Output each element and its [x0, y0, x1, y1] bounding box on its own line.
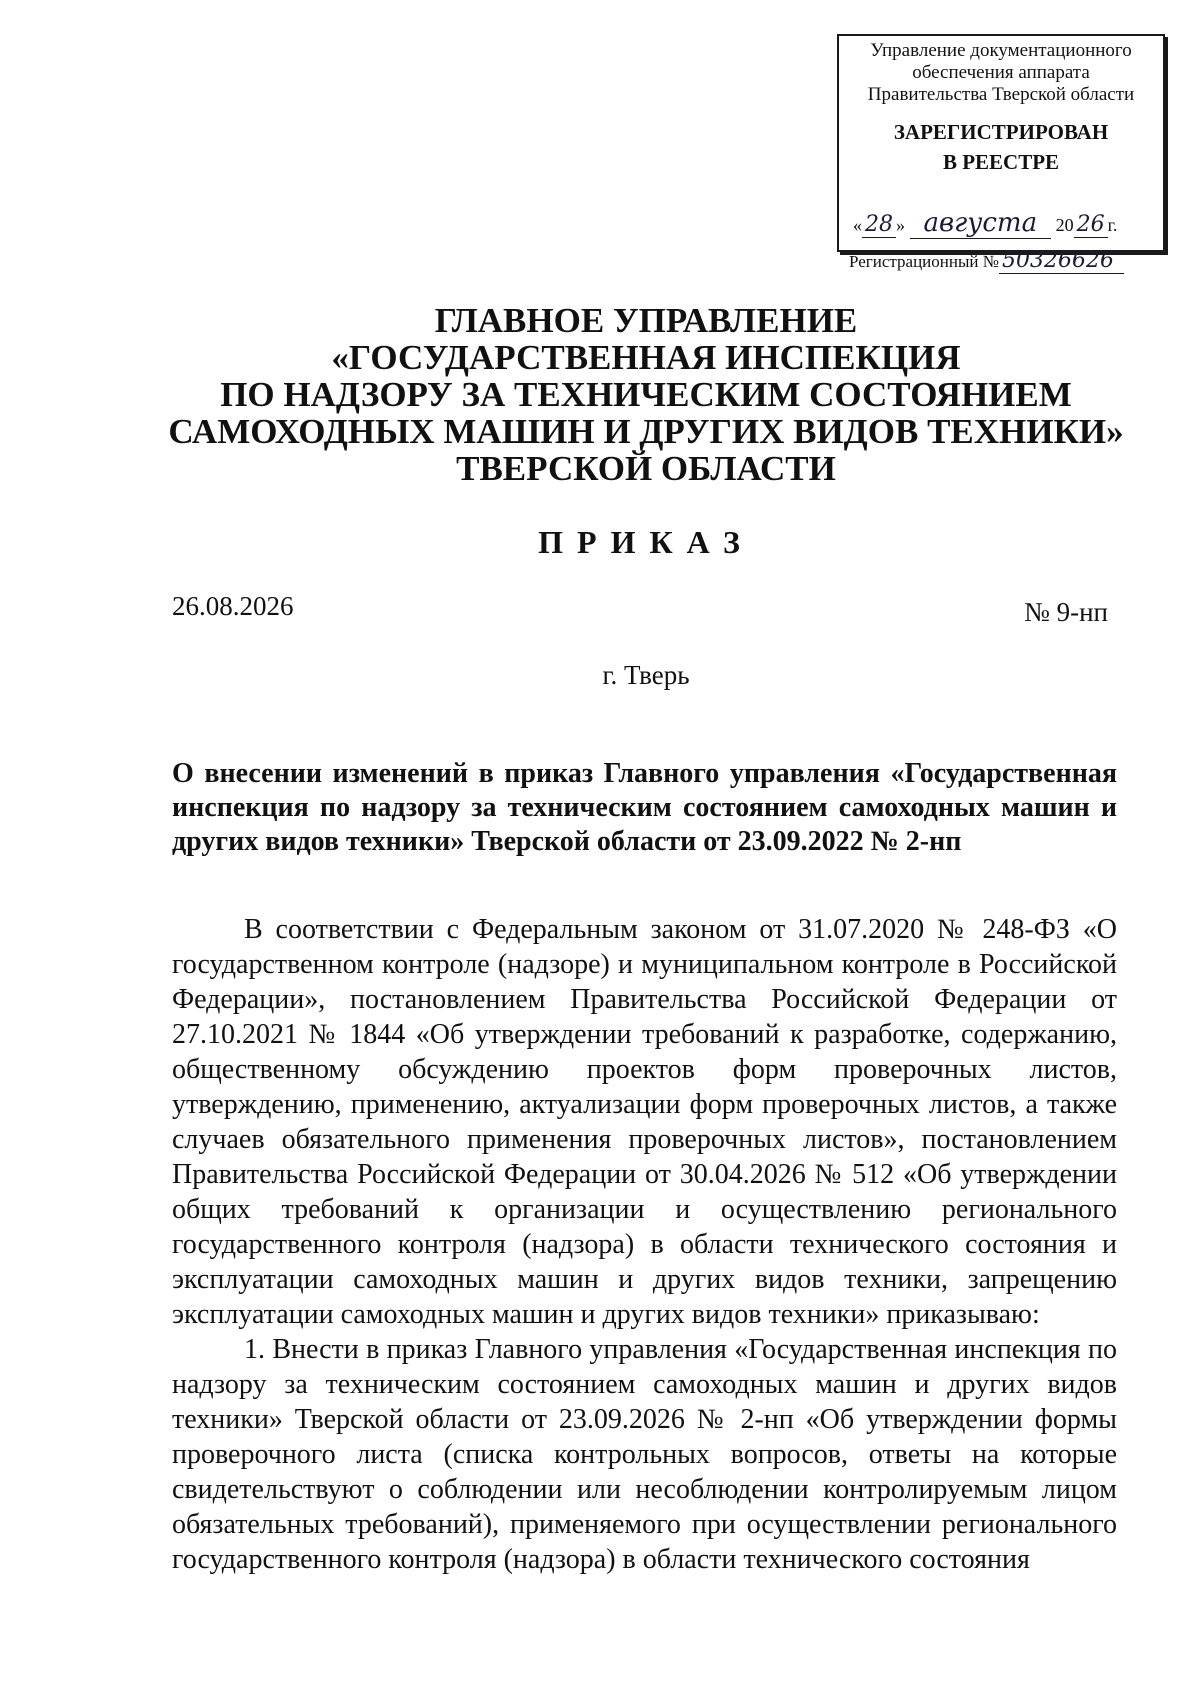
org-title-line: ТВЕРСКОЙ ОБЛАСТИ: [456, 449, 836, 488]
stamp-org-line: обеспечения аппарата: [912, 62, 1090, 83]
stamp-organization: [839, 40, 1163, 106]
org-title-line: ГЛАВНОЕ УПРАВЛЕНИЕ: [434, 301, 858, 340]
organization-title: [0, 302, 1200, 487]
stamp-org-line: Управление документационного: [870, 40, 1132, 61]
order-subject: О внесении изменений в приказ Главного управления «Государственная инспекция по надзору за техническим состоянием самоходных машин и других видов техники» Тверской области от 23.09.2022 № 2-нп: [172, 758, 1117, 857]
stamp-registered-line: ЗАРЕГИСТРИРОВАН: [893, 120, 1109, 144]
org-title-line: ПО НАДЗОРУ ЗА ТЕХНИЧЕСКИМ СОСТОЯНИЕМ: [220, 375, 1072, 414]
stamp-org-line: Правительства Тверской области: [867, 84, 1135, 105]
stamp-reg-label: Регистрационный №: [849, 252, 999, 271]
stamp-date-year-mark: г.: [1107, 215, 1118, 235]
document-type-heading: ПРИКАЗ: [538, 524, 754, 560]
body-paragraph: 1. Внести в приказ Главного управления «Государственная инспекция по надзору за техническим состоянием самоходных машин и других видов техники» Тверской области от 23.09.2026 № 2-нп «Об утверждении формы проверочного листа (списка контрольных вопросов, ответы на которые свидетельствуют о соблюдении или несоблюдении контролируемым лицом обязательных требований), применяемого при осуществлении регионального государственного контроля (надзора) в области технического состояния: [172, 1334, 1117, 1575]
body-paragraph: В соответствии с Федеральным законом от 31.07.2020 № 248-ФЗ «О государственном контроле (надзоре) и муниципальном контроле в Российской Федерации», постановлением Правительства Российской Федерации от 27.10.2021 № 1844 «Об утверждении требований к разработке, содержанию, общественному обсуждению проектов форм проверочных листов, утверждению, применению, актуализации форм проверочных листов, а также случаев обязательного применения проверочных листов», постановлением Правительства Российской Федерации от 30.04.2026 № 512 «Об утверждении общих требований к организации и осуществлению регионального государственного контроля (надзора) в области технического состояния и эксплуатации самоходных машин и других видов техники, запрещению эксплуатации самоходных машин и других видов техники» приказываю:: [172, 914, 1117, 1330]
stamp-date-month: августа: [910, 208, 1052, 239]
order-number: № 9-нп: [1024, 597, 1108, 627]
stamp-date-year: 26: [1074, 212, 1108, 238]
org-title-line: САМОХОДНЫХ МАШИН И ДРУГИХ ВИДОВ ТЕХНИКИ»: [168, 412, 1124, 451]
stamp-date-year-prefix: 20: [1055, 215, 1074, 235]
stamp-registration-number: [849, 248, 1124, 273]
order-date: 26.08.2026: [172, 591, 294, 621]
stamp-reg-number: 50326626: [999, 248, 1124, 274]
stamp-date-quote: »: [896, 215, 905, 235]
registration-stamp: [837, 34, 1165, 273]
stamp-date: [853, 208, 1117, 238]
stamp-date-day: 28: [862, 212, 896, 238]
stamp-registered-label: [839, 117, 1163, 177]
stamp-date-quote: «: [853, 215, 862, 235]
org-title-line: «ГОСУДАРСТВЕННАЯ ИНСПЕКЦИЯ: [331, 338, 961, 377]
order-city: г. Тверь: [602, 660, 690, 690]
order-body: [172, 912, 1117, 1577]
stamp-registered-line: В РЕЕСТРЕ: [942, 150, 1060, 174]
